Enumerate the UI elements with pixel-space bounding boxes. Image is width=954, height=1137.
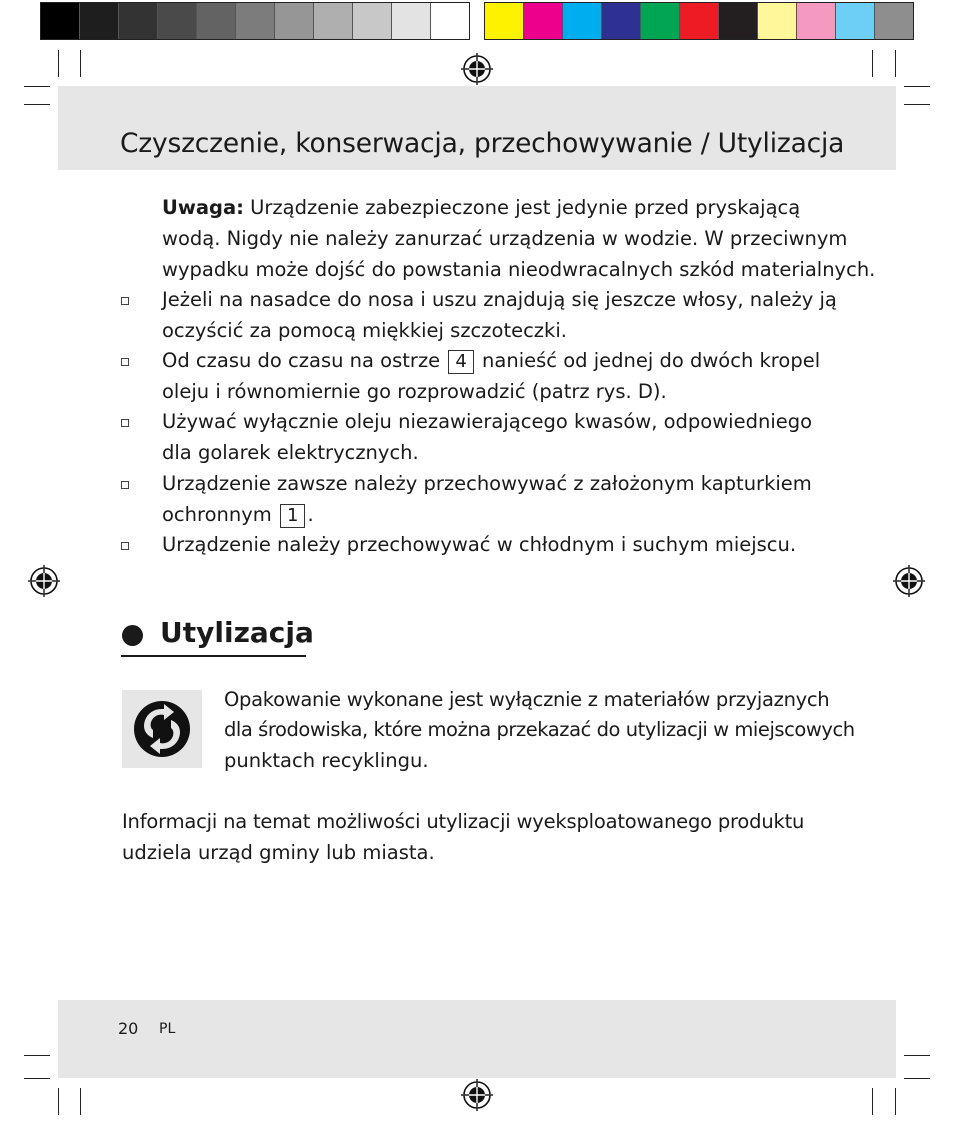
- section-title: Utylizacja: [160, 616, 314, 649]
- footer-band: [58, 1000, 896, 1078]
- packaging-line-2: dla środowiska, które można przekazać do utylizacji w miejscowych: [224, 718, 855, 741]
- info-line-1: Informacji na temat możliwości utylizacji wyeksploatowanego produktu: [122, 810, 805, 833]
- gray-swatch-10: [392, 3, 431, 39]
- bullet-1-line-2: oczyścić za pomocą miękkiej szczoteczki.: [162, 319, 567, 342]
- bullet-checkbox-icon: [121, 481, 129, 489]
- registration-mark-icon: [460, 52, 494, 86]
- bullet-2-line-2: oleju i równomiernie go rozprowadzić (patrz rys. D).: [162, 380, 667, 403]
- bullet-5-line-1: Urządzenie należy przechowywać w chłodnym i suchym miejscu.: [162, 533, 797, 556]
- note-line-2: wodą. Nigdy nie należy zanurzać urządzenia w wodzie. W przeciwnym: [162, 227, 848, 250]
- bullet-3-line-2: dla golarek elektrycznych.: [162, 441, 419, 464]
- gray-swatch-4: [158, 3, 197, 39]
- color-swatch-11: [875, 3, 913, 39]
- color-swatch-9: [797, 3, 836, 39]
- gray-swatch-11: [431, 3, 469, 39]
- page-title: Czyszczenie, konserwacja, przechowywanie / Utylizacja: [120, 128, 845, 159]
- color-swatch-6: [680, 3, 719, 39]
- page-number: 20: [118, 1019, 139, 1038]
- registration-mark-icon: [892, 564, 926, 598]
- language-code: PL: [159, 1021, 176, 1037]
- bullet-3-line-1: Używać wyłącznie oleju niezawierającego kwasów, odpowiedniego: [162, 410, 813, 433]
- gray-swatch-8: [314, 3, 353, 39]
- gray-swatch-2: [80, 3, 119, 39]
- part-reference-badge: 1: [280, 504, 305, 528]
- recycling-logo-box: [122, 690, 202, 768]
- bullet-4-text-a: ochronnym: [162, 503, 278, 526]
- section-underline: [121, 655, 306, 657]
- bullet-4-line-2: [162, 500, 314, 531]
- gray-swatch-3: [119, 3, 158, 39]
- packaging-line-1: Opakowanie wykonane jest wyłącznie z materiałów przyjaznych: [224, 688, 830, 711]
- color-swatch-1: [485, 3, 524, 39]
- bullet-2-line-1: [162, 346, 820, 377]
- bullet-checkbox-icon: [121, 542, 129, 550]
- packaging-line-3: punktach recyklingu.: [224, 749, 429, 772]
- bullet-2-text-b: nanieść od jednej do dwóch kropel: [475, 349, 821, 372]
- registration-mark-icon: [460, 1078, 494, 1112]
- note-line-3: wypadku może dojść do powstania nieodwracalnych szkód materialnych.: [162, 258, 876, 281]
- part-reference-badge: 4: [448, 350, 473, 374]
- bullet-checkbox-icon: [121, 419, 129, 427]
- gray-swatch-6: [236, 3, 275, 39]
- gray-swatch-1: [41, 3, 80, 39]
- color-swatch-3: [563, 3, 602, 39]
- bullet-2-text-a: Od czasu do czasu na ostrze: [162, 349, 447, 372]
- color-swatch-7: [719, 3, 758, 39]
- registration-mark-icon: [27, 564, 61, 598]
- color-swatch-2: [524, 3, 563, 39]
- green-dot-icon: [122, 690, 202, 768]
- color-swatch-4: [602, 3, 641, 39]
- note-label: Uwaga:: [162, 196, 244, 219]
- section-bullet-icon: [122, 625, 143, 646]
- bullet-4-text-b: .: [307, 503, 314, 526]
- gray-swatch-7: [275, 3, 314, 39]
- note-text: Urządzenie zabezpieczone jest jedynie przed pryskającą: [243, 196, 801, 219]
- color-calibration-bar: [484, 2, 914, 40]
- gray-swatch-9: [353, 3, 392, 39]
- color-swatch-5: [641, 3, 680, 39]
- color-swatch-10: [836, 3, 875, 39]
- bullet-4-line-1: Urządzenie zawsze należy przechowywać z założonym kapturkiem: [162, 472, 812, 495]
- grayscale-calibration-bar: [40, 2, 470, 40]
- bullet-checkbox-icon: [121, 358, 129, 366]
- bullet-checkbox-icon: [121, 297, 129, 305]
- bullet-1-line-1: Jeżeli na nasadce do nosa i uszu znajdują się jeszcze włosy, należy ją: [162, 288, 837, 311]
- info-line-2: udziela urząd gminy lub miasta.: [122, 841, 435, 864]
- color-swatch-8: [758, 3, 797, 39]
- note-line-1: [162, 193, 800, 224]
- gray-swatch-5: [197, 3, 236, 39]
